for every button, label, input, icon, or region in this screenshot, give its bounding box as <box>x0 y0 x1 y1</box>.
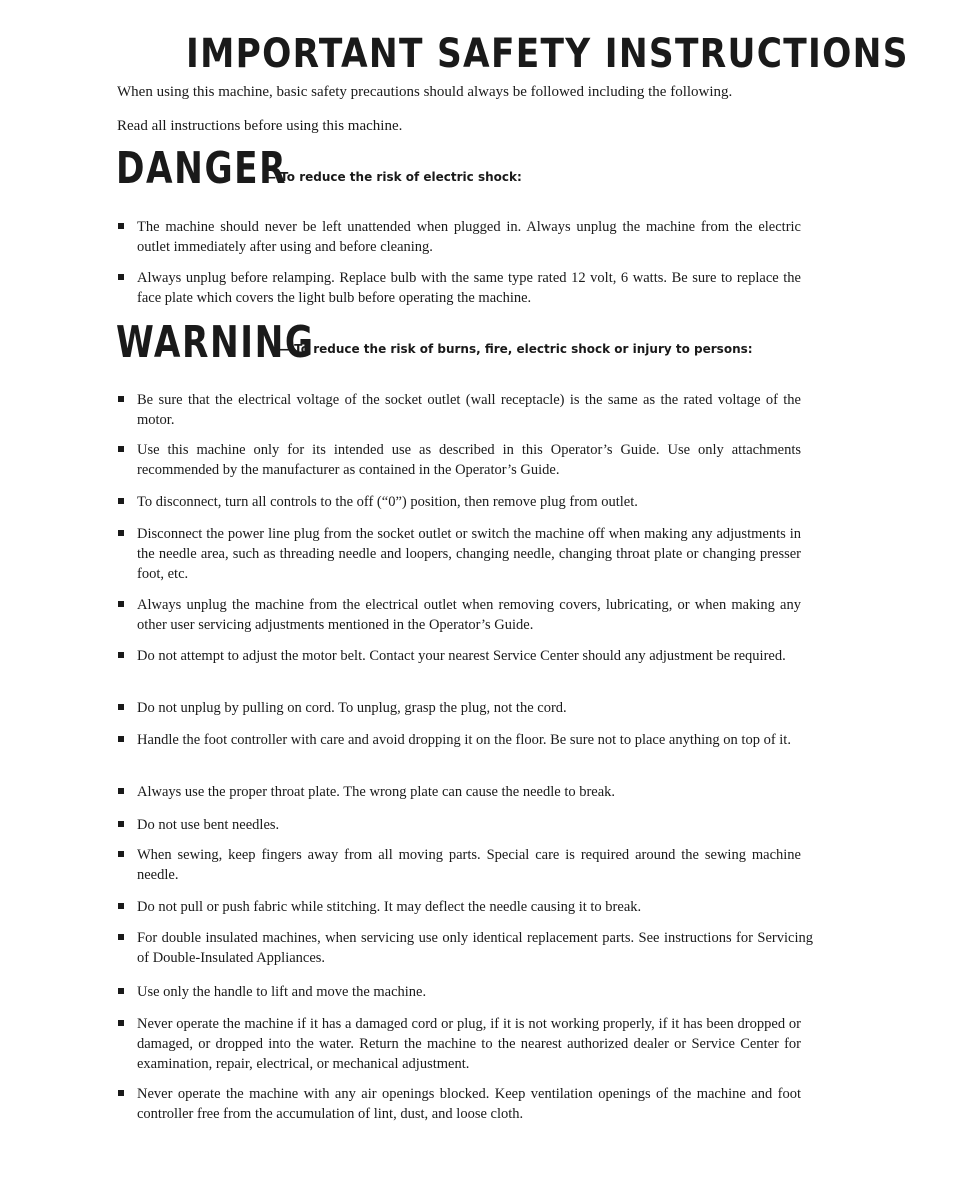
list-item-text: Always unplug the machine from the electrical outlet when removing covers, lubricating, or when making any other user servicing adjustments mentioned in the Operator’s Guide. <box>137 597 801 633</box>
list-item-text: Do not attempt to adjust the motor belt. Contact your nearest Service Center should any adjustment be required. <box>137 648 786 664</box>
list-item-text: Handle the foot controller with care and avoid dropping it on the floor. Be sure not to place anything on top of it. <box>137 732 791 748</box>
danger-title: DANGER <box>116 143 288 194</box>
bullet-square-icon <box>118 903 124 909</box>
list-item-text: Disconnect the power line plug from the socket outlet or switch the machine off when making any adjustments in the needle area, such as threading needle and loopers, changing needle, changing throat plate or changing presser foot, etc. <box>137 526 801 582</box>
warning-heading <box>116 317 753 368</box>
list-item-text: Use this machine only for its intended use as described in this Operator’s Guide. Use only attachments recommended by the manufacturer as contained in the Operator’s Guide. <box>137 442 801 478</box>
bullet-square-icon <box>118 1020 124 1026</box>
list-item-text: Do not pull or push fabric while stitching. It may deflect the needle causing it to break. <box>137 899 642 915</box>
list-item-text: Never operate the machine if it has a damaged cord or plug, if it is not working properly, if it has been dropped or damaged, or dropped into the water. Return the machine to the nearest authorized dealer or Service Center for examination, repair, electrical, or mechanical adjustment. <box>137 1016 801 1072</box>
bullet-square-icon <box>118 274 124 280</box>
bullet-square-icon <box>118 652 124 658</box>
bullet-square-icon <box>118 851 124 857</box>
warning-subtitle: — To reduce the risk of burns, fire, electric shock or injury to persons: <box>278 342 753 356</box>
list-item-text: To disconnect, turn all controls to the off (“0”) position, then remove plug from outlet. <box>137 494 638 510</box>
danger-subtitle: — To reduce the risk of electric shock: <box>264 170 522 184</box>
bullet-square-icon <box>118 1090 124 1096</box>
list-item-text: Do not use bent needles. <box>137 817 280 833</box>
list-item-text: Always unplug before relamping. Replace bulb with the same type rated 12 volt, 6 watts. Be sure to replace the face plate which covers the light bulb before operating the machine. <box>137 270 801 306</box>
intro-paragraph: When using this machine, basic safety precautions should always be followed including the following. <box>117 84 733 100</box>
bullet-square-icon <box>118 788 124 794</box>
bullet-square-icon <box>118 704 124 710</box>
bullet-square-icon <box>118 223 124 229</box>
list-item-text: Never operate the machine with any air openings blocked. Keep ventilation openings of the machine and foot controller free from the accumulation of lint, dust, and loose cloth. <box>137 1086 801 1122</box>
bullet-square-icon <box>118 446 124 452</box>
bullet-square-icon <box>118 498 124 504</box>
list-item-text: Always use the proper throat plate. The wrong plate can cause the needle to break. <box>137 784 616 800</box>
bullet-square-icon <box>118 530 124 536</box>
list-item-text: Do not unplug by pulling on cord. To unplug, grasp the plug, not the cord. <box>137 700 567 716</box>
bullet-square-icon <box>118 988 124 994</box>
danger-heading <box>116 143 522 194</box>
list-item-text: Be sure that the electrical voltage of the socket outlet (wall receptacle) is the same as the rated voltage of the motor. <box>137 392 801 428</box>
bullet-square-icon <box>118 601 124 607</box>
list-item-text: When sewing, keep fingers away from all moving parts. Special care is required around the sewing machine needle. <box>137 847 801 883</box>
intro-paragraph: Read all instructions before using this machine. <box>117 118 403 134</box>
page-title: IMPORTANT SAFETY INSTRUCTIONS <box>186 31 909 77</box>
bullet-square-icon <box>118 821 124 827</box>
warning-title: WARNING <box>116 317 315 368</box>
list-item-text: Use only the handle to lift and move the machine. <box>137 984 427 1000</box>
bullet-square-icon <box>118 736 124 742</box>
bullet-square-icon <box>118 396 124 402</box>
list-item-text: For double insulated machines, when servicing use only identical replacement parts. See instructions for Servicing of Double-Insulated Appliances. <box>137 930 813 966</box>
bullet-square-icon <box>118 934 124 940</box>
list-item-text: The machine should never be left unattended when plugged in. Always unplug the machine from the electric outlet immediately after using and before cleaning. <box>137 219 801 255</box>
